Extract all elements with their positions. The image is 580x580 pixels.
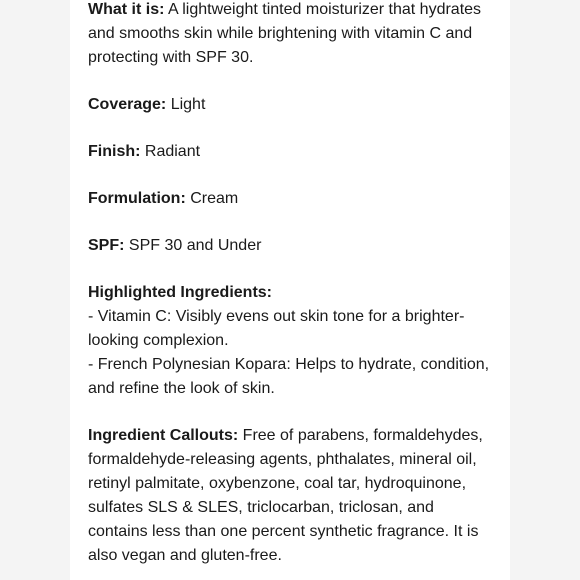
formulation-section [88, 187, 503, 211]
spf-value: SPF 30 and Under [124, 237, 262, 254]
ingredient-callouts-label: Ingredient Callouts: [88, 427, 239, 444]
formulation-value: Cream [185, 190, 239, 207]
what-it-is-line-3: protecting with SPF 30. [88, 49, 254, 66]
coverage-label: Coverage: [88, 96, 167, 113]
product-details [88, 0, 503, 568]
finish-label: Finish: [88, 143, 141, 160]
ingredient-callouts-text: Free of parabens, formaldehydes, [238, 427, 483, 444]
spf-label: SPF: [88, 237, 125, 254]
spf-line [88, 234, 503, 258]
spacer [88, 117, 503, 140]
what-it-is-line-2: and smooths skin while brightening with vitamin C and [88, 25, 473, 42]
highlighted-ingredient-line-4: and refine the look of skin. [88, 380, 275, 397]
finish-line [88, 140, 503, 164]
ingredient-callouts-line-3: retinyl palmitate, oxybenzone, coal tar, hydroquinone, [88, 475, 467, 492]
highlighted-ingredient-line-3: - French Polynesian Kopara: Helps to hydrate, condition, [88, 356, 490, 373]
what-it-is-line-1 [88, 0, 503, 22]
formulation-label: Formulation: [88, 190, 186, 207]
highlighted-ingredient-line-1: - Vitamin C: Visibly evens out skin tone for a brighter- [88, 308, 465, 325]
finish-value: Radiant [140, 143, 201, 160]
spf-section [88, 234, 503, 258]
formulation-line [88, 187, 503, 211]
ingredient-callouts-line-2: formaldehyde-releasing agents, phthalates, mineral oil, [88, 451, 477, 468]
coverage-value: Light [166, 96, 206, 113]
spacer [88, 258, 503, 281]
spacer [88, 164, 503, 187]
coverage-section [88, 93, 503, 117]
highlighted-ingredient-line-2: looking complexion. [88, 332, 229, 349]
ingredient-callouts-line-4: sulfates SLS & SLES, triclocarban, triclosan, and [88, 499, 434, 516]
highlighted-ingredients-section [88, 281, 503, 401]
spacer [88, 70, 503, 93]
spacer [88, 211, 503, 234]
finish-section [88, 140, 503, 164]
ingredient-callouts-line-1 [88, 424, 503, 448]
what-it-is-section [88, 0, 503, 70]
spacer [88, 401, 503, 424]
what-it-is-text: A lightweight tinted moisturizer that hydrates [164, 1, 482, 18]
ingredient-callouts-section [88, 424, 503, 568]
what-it-is-label: What it is: [88, 1, 165, 18]
coverage-line [88, 93, 503, 117]
ingredient-callouts-line-6: also vegan and gluten-free. [88, 547, 282, 564]
highlighted-ingredients-label: Highlighted Ingredients: [88, 284, 272, 301]
ingredient-callouts-line-5: contains less than one percent synthetic fragrance. It is [88, 523, 479, 540]
